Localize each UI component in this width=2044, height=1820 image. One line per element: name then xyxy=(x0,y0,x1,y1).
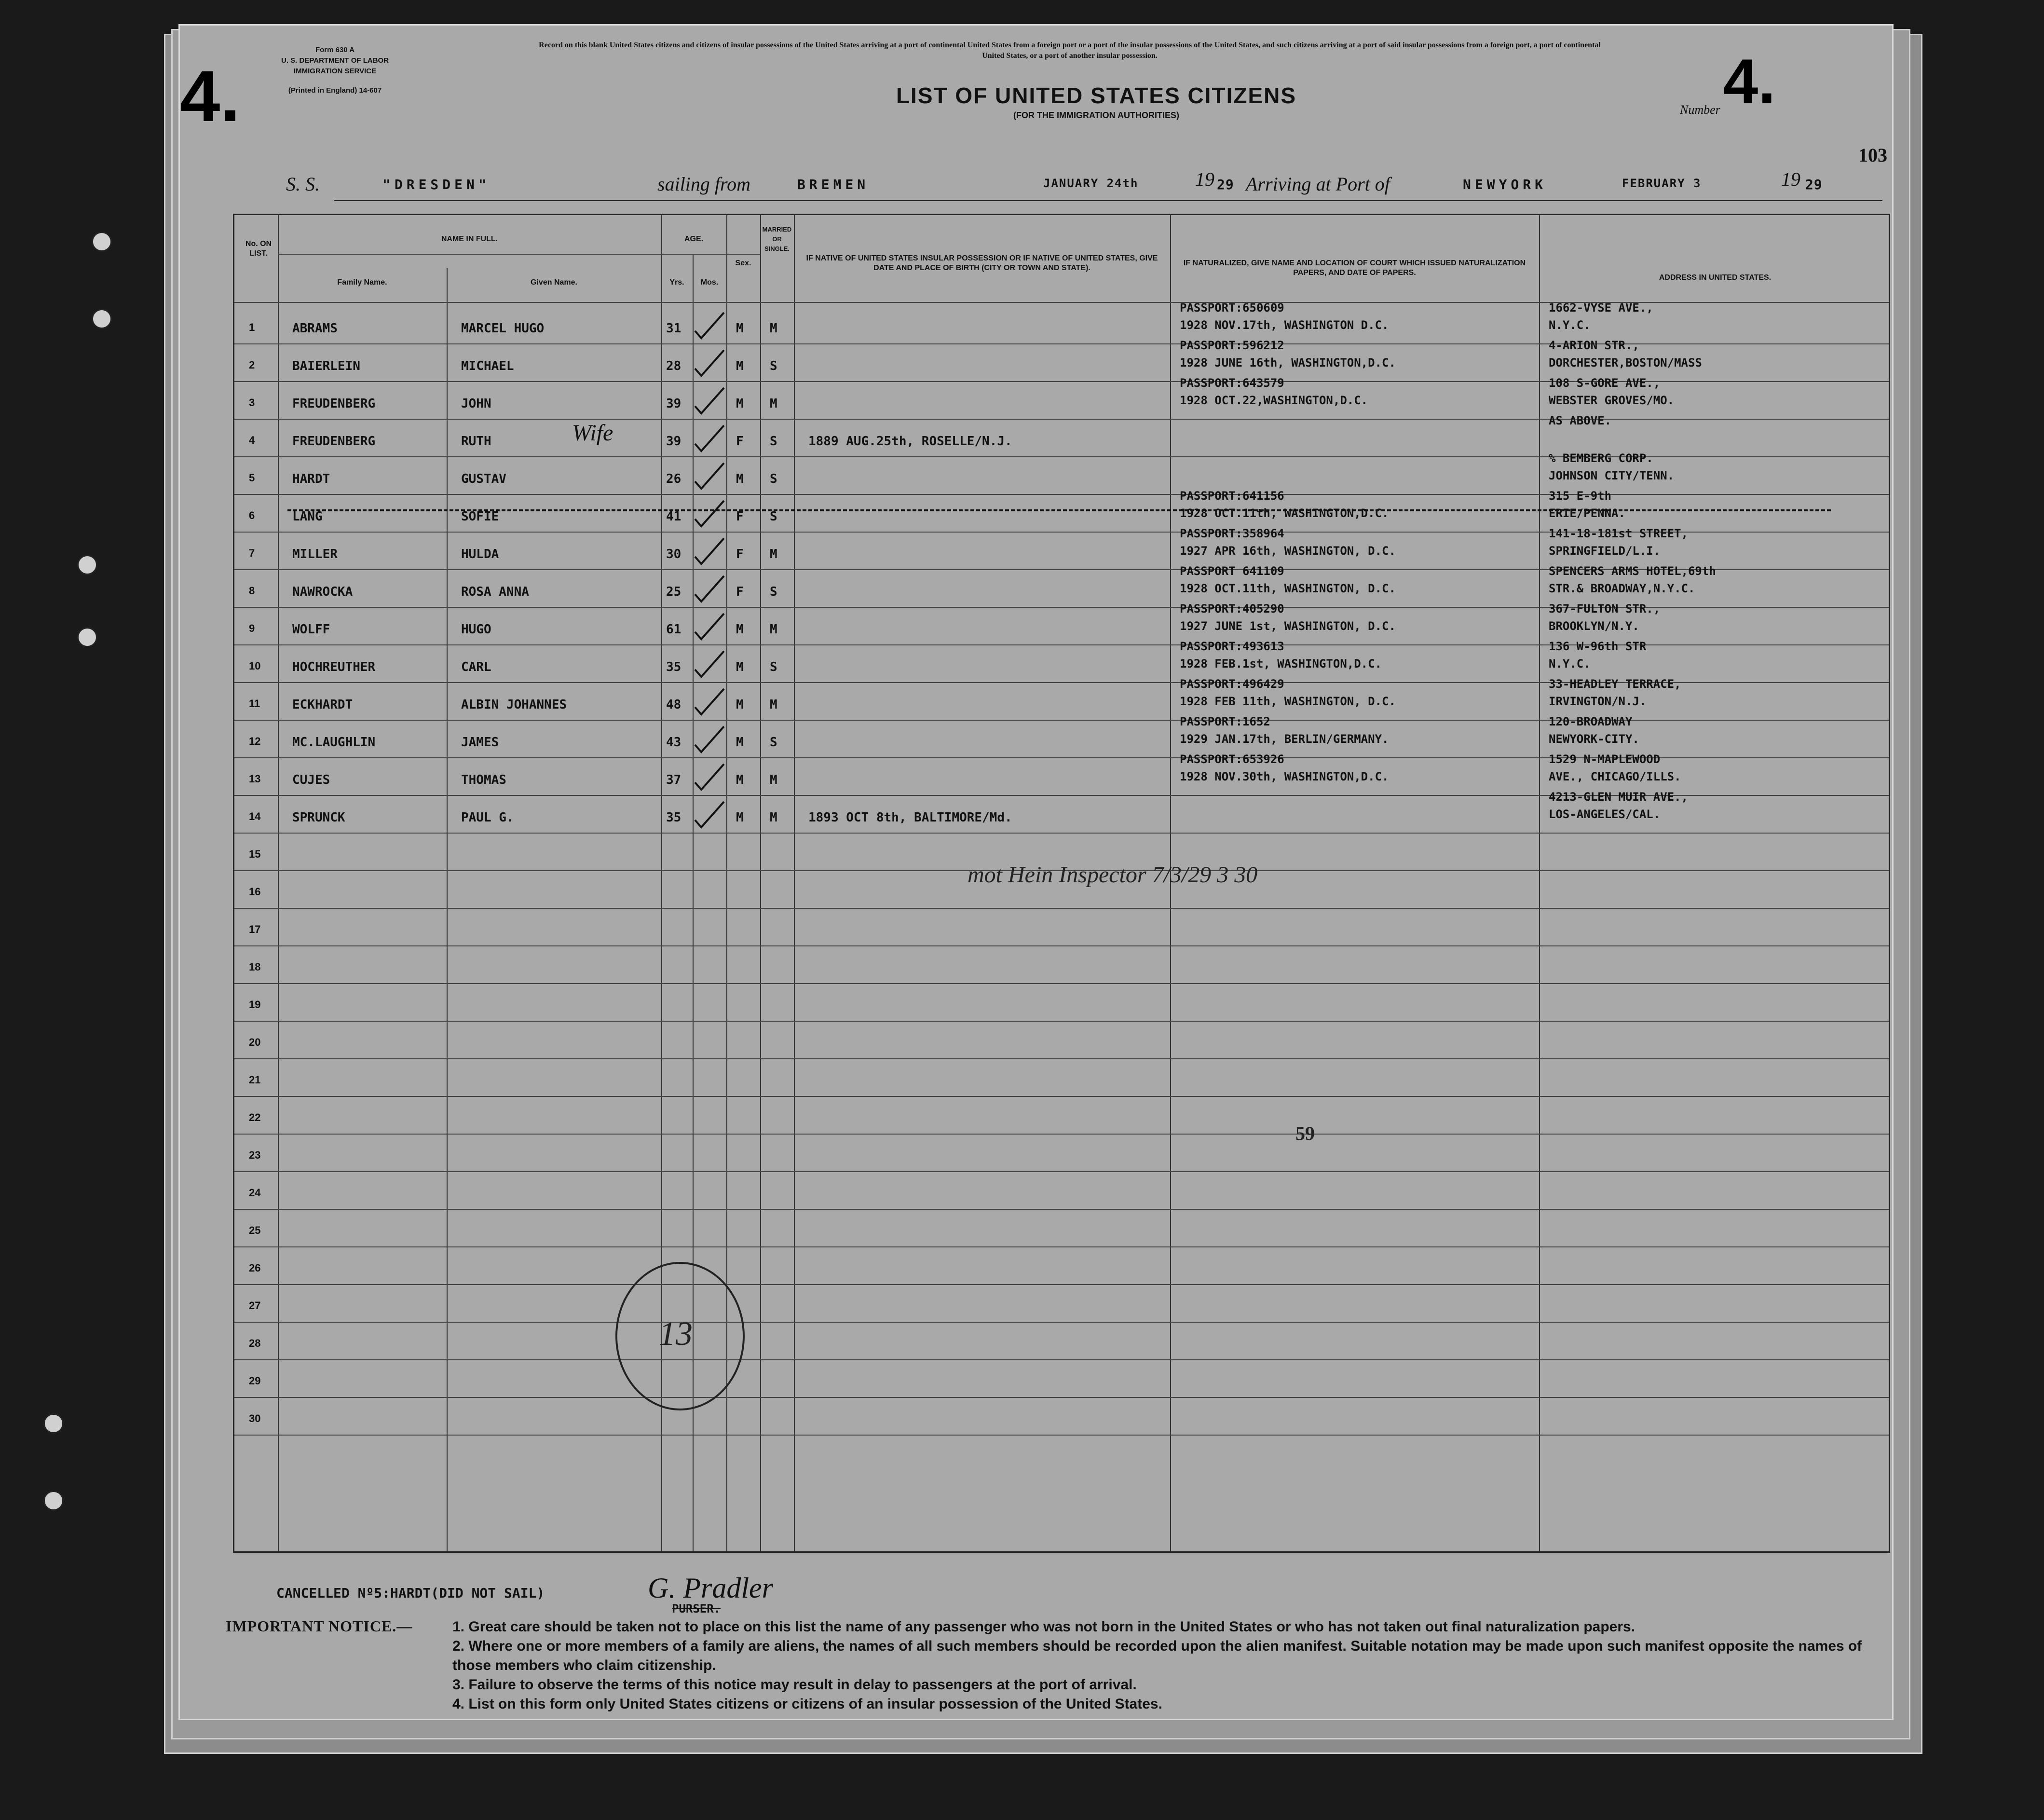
sex: M xyxy=(736,397,744,411)
port-from: BREMEN xyxy=(797,177,870,192)
naturalization-line: PASSPORT:496429 xyxy=(1180,677,1284,691)
row-number: 7 xyxy=(249,547,255,559)
check-mark-icon xyxy=(693,424,726,453)
table-row xyxy=(234,1398,1889,1436)
given-name: HULDA xyxy=(461,547,499,561)
family-name: MC.LAUGHLIN xyxy=(292,735,376,750)
marital-status: M xyxy=(770,810,777,825)
check-mark-icon xyxy=(693,763,726,792)
year-prefix: 19 xyxy=(1195,168,1214,190)
marital-status: M xyxy=(770,321,777,336)
header-naturalized: IF NATURALIZED, GIVE NAME AND LOCATION OF COURT WHICH ISSUED NATURALIZATION PAPERS, AND DATE OF PAPERS. xyxy=(1183,259,1526,277)
number-label: Number xyxy=(1680,103,1720,117)
given-name: PAUL G. xyxy=(461,810,514,825)
table-row xyxy=(234,1247,1889,1285)
table-row xyxy=(234,946,1889,984)
row-number: 26 xyxy=(249,1262,261,1274)
address-line: 141-18-181st STREET, xyxy=(1549,527,1688,540)
handwritten-given-note: Wife xyxy=(572,420,613,446)
row-number: 29 xyxy=(249,1375,261,1387)
birth-info: 1889 AUG.25th, ROSELLE/N.J. xyxy=(808,434,1012,449)
row-number: 16 xyxy=(249,886,261,898)
naturalization-line: PASSPORT:641156 xyxy=(1180,489,1284,503)
family-name: SPRUNCK xyxy=(292,810,345,825)
address-line: SPRINGFIELD/L.I. xyxy=(1549,544,1661,558)
row-number: 30 xyxy=(249,1412,261,1424)
table-row xyxy=(234,376,1889,420)
header-mos: Mos. xyxy=(700,278,719,287)
row-number: 28 xyxy=(249,1337,261,1349)
page-number: 103 xyxy=(1858,144,1887,166)
address-line: % BEMBERG CORP. xyxy=(1549,452,1653,465)
row-number: 20 xyxy=(249,1036,261,1048)
check-mark-icon xyxy=(693,575,726,604)
sex: F xyxy=(736,509,744,524)
naturalization-line: PASSPORT:493613 xyxy=(1180,640,1284,653)
check-mark-icon xyxy=(693,500,726,529)
arrive-year-prefix: 19 xyxy=(1781,168,1800,190)
address-line: WEBSTER GROVES/MO. xyxy=(1549,394,1675,407)
given-name: ALBIN JOHANNES xyxy=(461,698,567,712)
important-notice xyxy=(226,1617,1866,1714)
naturalization-line: PASSPORT:596212 xyxy=(1180,339,1284,352)
marital-status: M xyxy=(770,773,777,787)
purser-label: PURSER. xyxy=(672,1602,721,1615)
family-name: FREUDENBERG xyxy=(292,397,376,411)
naturalization-line: PASSPORT:1652 xyxy=(1180,715,1270,728)
row-number: 19 xyxy=(249,999,261,1011)
sex: M xyxy=(736,735,744,750)
marital-status: M xyxy=(770,397,777,411)
service: IMMIGRATION SERVICE xyxy=(293,67,377,75)
header-divider xyxy=(278,254,760,255)
purser-signature: G. Pradler xyxy=(648,1572,773,1604)
notice-item: 2. Where one or more members of a family are aliens, the names of all such members should be recorded upon the alien manifest. Suitable notation may be made upon such manifest opposite the names of those members who claim citizenship. xyxy=(452,1638,1862,1673)
passenger-table xyxy=(233,214,1890,1553)
check-mark-icon xyxy=(693,462,726,491)
naturalization-line: 1929 JAN.17th, BERLIN/GERMANY. xyxy=(1180,732,1389,746)
marital-status: S xyxy=(770,434,777,449)
given-name: MICHAEL xyxy=(461,359,514,373)
given-name: CARL xyxy=(461,660,491,674)
row-number: 4 xyxy=(249,434,255,446)
notice-item: 1. Great care should be taken not to place on this list the name of any passenger who was not born in the United States or who has not taken out final naturalization papers. xyxy=(452,1619,1635,1635)
family-name: LANG xyxy=(292,509,323,524)
sex: F xyxy=(736,434,744,449)
address-line: 33-HEADLEY TERRACE, xyxy=(1549,677,1681,691)
address-line: 1529 N-MAPLEWOOD xyxy=(1549,753,1661,766)
table-row xyxy=(234,452,1889,495)
family-name: HARDT xyxy=(292,472,330,486)
table-row xyxy=(234,1323,1889,1360)
table-row xyxy=(234,677,1889,721)
row-number: 22 xyxy=(249,1111,261,1123)
header-sex: Sex. xyxy=(735,259,751,267)
row-number: 27 xyxy=(249,1300,261,1312)
form-header xyxy=(281,45,389,96)
age-years: 31 xyxy=(666,321,681,336)
given-name: RUTH xyxy=(461,434,491,449)
manifest-sheet xyxy=(178,24,1894,1720)
row-number: 3 xyxy=(249,397,255,409)
header-given: Given Name. xyxy=(531,278,577,287)
ss-label: S. S. xyxy=(286,173,320,195)
row-number: 5 xyxy=(249,472,255,484)
header-family: Family Name. xyxy=(337,278,387,287)
naturalization-line: 1928 JUNE 16th, WASHINGTON,D.C. xyxy=(1180,356,1396,369)
age-years: 35 xyxy=(666,810,681,825)
table-row xyxy=(234,1360,1889,1398)
marital-status: S xyxy=(770,585,777,599)
age-years: 39 xyxy=(666,434,681,449)
address-line: LOS-ANGELES/CAL. xyxy=(1549,807,1661,821)
address-line: SPENCERS ARMS HOTEL,69th xyxy=(1549,564,1716,578)
table-row xyxy=(234,1210,1889,1247)
age-years: 26 xyxy=(666,472,681,486)
address-line: DORCHESTER,BOSTON/MASS xyxy=(1549,356,1702,369)
binder-hole xyxy=(77,555,97,575)
row-number: 12 xyxy=(249,735,261,747)
marital-status: M xyxy=(770,698,777,712)
row-number: 25 xyxy=(249,1224,261,1236)
age-years: 28 xyxy=(666,359,681,373)
row-number: 9 xyxy=(249,622,255,634)
naturalization-line: 1928 FEB.1st, WASHINGTON,D.C. xyxy=(1180,657,1382,671)
age-years: 39 xyxy=(666,397,681,411)
address-line: 4213-GLEN MUIR AVE., xyxy=(1549,790,1688,804)
row-number: 18 xyxy=(249,961,261,973)
naturalization-line: PASSPORT:653926 xyxy=(1180,753,1284,766)
given-name: THOMAS xyxy=(461,773,506,787)
naturalization-line: 1927 JUNE 1st, WASHINGTON, D.C. xyxy=(1180,619,1396,633)
arrive-year: 29 xyxy=(1805,177,1823,192)
address-line: STR.& BROADWAY,N.Y.C. xyxy=(1549,582,1695,595)
sex: M xyxy=(736,810,744,825)
notice-item: 3. Failure to observe the terms of this notice may result in delay to passengers at the port of arrival. xyxy=(452,1677,1137,1693)
marital-status: M xyxy=(770,547,777,561)
age-years: 37 xyxy=(666,773,681,787)
stamp-number: 59 xyxy=(1295,1122,1315,1144)
family-name: ECKHARDT xyxy=(292,698,353,712)
binder-hole xyxy=(77,627,97,647)
check-mark-icon xyxy=(693,349,726,378)
voyage-underline xyxy=(334,200,1882,201)
address-line: 108 S-GORE AVE., xyxy=(1549,376,1661,390)
marital-status: S xyxy=(770,735,777,750)
ship-name: "DRESDEN" xyxy=(382,177,491,192)
row-number: 15 xyxy=(249,848,261,860)
cancel-strike xyxy=(287,509,1831,513)
sex: M xyxy=(736,321,744,336)
address-line: 4-ARION STR., xyxy=(1549,339,1639,352)
family-name: NAWROCKA xyxy=(292,585,353,599)
corner-number: 4. xyxy=(180,55,241,137)
row-number: 14 xyxy=(249,810,261,822)
naturalization-line: 1928 NOV.17th, WASHINGTON D.C. xyxy=(1180,318,1389,332)
row-number: 10 xyxy=(249,660,261,672)
address-line: ERIE/PENNA. xyxy=(1549,506,1625,520)
row-number: 21 xyxy=(249,1074,261,1086)
notice-head: IMPORTANT NOTICE.— xyxy=(226,1617,413,1635)
address-line: NEWYORK-CITY. xyxy=(1549,732,1639,746)
arriving-label: Arriving at Port of xyxy=(1246,173,1390,195)
port-to: NEWYORK xyxy=(1463,177,1547,192)
address-line: AS ABOVE. xyxy=(1549,414,1612,427)
check-mark-icon xyxy=(693,613,726,642)
table-row xyxy=(234,301,1889,344)
address-line: 120-BROADWAY xyxy=(1549,715,1633,728)
row-number: 23 xyxy=(249,1149,261,1161)
sailing-label: sailing from xyxy=(657,173,750,195)
cancelled-note: CANCELLED Nº5:HARDT(DID NOT SAIL) xyxy=(276,1585,545,1601)
row-number: 2 xyxy=(249,359,255,371)
family-name: CUJES xyxy=(292,773,330,787)
header-age: AGE. xyxy=(684,235,704,243)
sex: M xyxy=(736,622,744,637)
naturalization-line: 1927 APR 16th, WASHINGTON, D.C. xyxy=(1180,544,1396,558)
table-row xyxy=(234,909,1889,946)
table-row xyxy=(234,1022,1889,1059)
binder-hole xyxy=(43,1413,64,1434)
naturalization-line: 1928 OCT.11th, WASHINGTON, D.C. xyxy=(1180,582,1396,595)
table-row xyxy=(234,1059,1889,1097)
notice-item: 4. List on this form only United States citizens or citizens of an insular possession of the United States. xyxy=(452,1696,1162,1712)
naturalization-line: PASSPORT:643579 xyxy=(1180,376,1284,390)
age-years: 35 xyxy=(666,660,681,674)
table-row xyxy=(234,984,1889,1022)
table-row xyxy=(234,1285,1889,1323)
naturalization-line: PASSPORT:358964 xyxy=(1180,527,1284,540)
list-number: 4. xyxy=(1723,46,1776,116)
family-name: FREUDENBERG xyxy=(292,434,376,449)
row-number: 6 xyxy=(249,509,255,521)
given-name: HUGO xyxy=(461,622,491,637)
given-name: JOHN xyxy=(461,397,491,411)
page-subtitle: (FOR THE IMMIGRATION AUTHORITIES) xyxy=(1013,110,1179,120)
age-years: 25 xyxy=(666,585,681,599)
table-row xyxy=(234,1135,1889,1172)
check-mark-icon xyxy=(693,312,726,341)
row-number: 17 xyxy=(249,923,261,935)
age-years: 61 xyxy=(666,622,681,637)
address-line: 1662-VYSE AVE., xyxy=(1549,301,1653,315)
given-name: GUSTAV xyxy=(461,472,506,486)
address-line: IRVINGTON/N.J. xyxy=(1549,695,1647,708)
naturalization-line: PASSPORT:650609 xyxy=(1180,301,1284,315)
check-mark-icon xyxy=(693,801,726,830)
age-years: 41 xyxy=(666,509,681,524)
check-mark-icon xyxy=(693,725,726,754)
form-number: Form 630 A xyxy=(315,46,355,54)
address-line: 367-FULTON STR., xyxy=(1549,602,1661,616)
address-line: JOHNSON CITY/TENN. xyxy=(1549,469,1675,482)
marital-status: S xyxy=(770,472,777,486)
row-number: 8 xyxy=(249,585,255,597)
check-mark-icon xyxy=(693,650,726,679)
sex: M xyxy=(736,359,744,373)
marital-status: S xyxy=(770,359,777,373)
header-address: ADDRESS IN UNITED STATES. xyxy=(1659,274,1771,282)
birth-info: 1893 OCT 8th, BALTIMORE/Md. xyxy=(808,810,1012,825)
address-line: BROOKLYN/N.Y. xyxy=(1549,619,1639,633)
printed-note: (Printed in England) 14-607 xyxy=(288,86,382,95)
notice-list xyxy=(226,1617,1866,1714)
marital-status: S xyxy=(770,509,777,524)
address-line: 136 W-96th STR xyxy=(1549,640,1647,653)
family-name: MILLER xyxy=(292,547,338,561)
given-name: SOFIE xyxy=(461,509,499,524)
row-number: 11 xyxy=(249,698,260,710)
check-mark-icon xyxy=(693,688,726,717)
family-name: HOCHREUTHER xyxy=(292,660,376,674)
sex: F xyxy=(736,585,744,599)
naturalization-line: 1928 NOV.30th, WASHINGTON,D.C. xyxy=(1180,770,1389,783)
arrive-date: FEBRUARY 3 xyxy=(1622,177,1702,190)
header-birth: IF NATIVE OF UNITED STATES INSULAR POSSESSION OR IF NATIVE OF UNITED STATES, GIVE DATE AND PLACE OF BIRTH (CITY OR TOWN AND STATE). xyxy=(806,254,1158,272)
depart-year: 29 xyxy=(1217,177,1234,192)
naturalization-line: 1928 FEB 11th, WASHINGTON, D.C. xyxy=(1180,695,1396,708)
naturalization-line: PASSPORT 641109 xyxy=(1180,564,1284,578)
row-number: 24 xyxy=(249,1187,261,1199)
table-row xyxy=(234,1097,1889,1135)
header-yrs: Yrs. xyxy=(669,278,684,287)
circled-number: 13 xyxy=(659,1315,693,1353)
given-name: ROSA ANNA xyxy=(461,585,529,599)
age-years: 48 xyxy=(666,698,681,712)
sex: M xyxy=(736,660,744,674)
address-line: AVE., CHICAGO/ILLS. xyxy=(1549,770,1681,783)
table-row xyxy=(234,1172,1889,1210)
row-number: 13 xyxy=(249,773,261,785)
depart-date: JANUARY 24th xyxy=(1043,177,1139,190)
given-name: MARCEL HUGO xyxy=(461,321,545,336)
family-name: ABRAMS xyxy=(292,321,338,336)
intro-text: Record on this blank United States citizens and citizens of insular possessions of the United States arriving at a port of continental United States from a foreign port or a port of the insular possessions of the United States, and such citizens arriving at a port of said insular possessions from a foreign port, a port of continental United States, or a port of another insular possession. xyxy=(539,41,1601,60)
voyage-line xyxy=(180,168,1892,202)
table-row xyxy=(234,790,1889,834)
check-mark-icon xyxy=(693,387,726,416)
binder-hole xyxy=(43,1491,64,1511)
given-name: JAMES xyxy=(461,735,499,750)
check-mark-icon xyxy=(693,537,726,566)
header-name: NAME IN FULL. xyxy=(441,235,498,243)
row-number: 1 xyxy=(249,321,255,333)
sex: M xyxy=(736,472,744,486)
age-years: 30 xyxy=(666,547,681,561)
binder-hole xyxy=(92,232,112,252)
naturalization-line: 1928 OCT.11th, WASHINGTON,D.C. xyxy=(1180,506,1389,520)
family-name: BAIERLEIN xyxy=(292,359,360,373)
family-name: WOLFF xyxy=(292,622,330,637)
page-title: LIST OF UNITED STATES CITIZENS xyxy=(896,83,1297,108)
marital-status: S xyxy=(770,660,777,674)
naturalization-line: PASSPORT:405290 xyxy=(1180,602,1284,616)
header-married: MARRIED OR SINGLE. xyxy=(762,226,792,252)
department: U. S. DEPARTMENT OF LABOR xyxy=(281,56,389,65)
sex: M xyxy=(736,698,744,712)
address-line: N.Y.C. xyxy=(1549,318,1591,332)
sex: M xyxy=(736,773,744,787)
row-line xyxy=(234,1435,1889,1436)
sex: F xyxy=(736,547,744,561)
marital-status: M xyxy=(770,622,777,637)
naturalization-line: 1928 OCT.22,WASHINGTON,D.C. xyxy=(1180,394,1368,407)
age-years: 43 xyxy=(666,735,681,750)
address-line: 315 E-9th xyxy=(1549,489,1612,503)
binder-hole xyxy=(92,309,112,329)
address-line: N.Y.C. xyxy=(1549,657,1591,671)
handwritten-inspector-note: mot Hein Inspector 7/3/29 3 30 xyxy=(967,862,1258,888)
header-no: No. ON LIST. xyxy=(245,240,272,258)
